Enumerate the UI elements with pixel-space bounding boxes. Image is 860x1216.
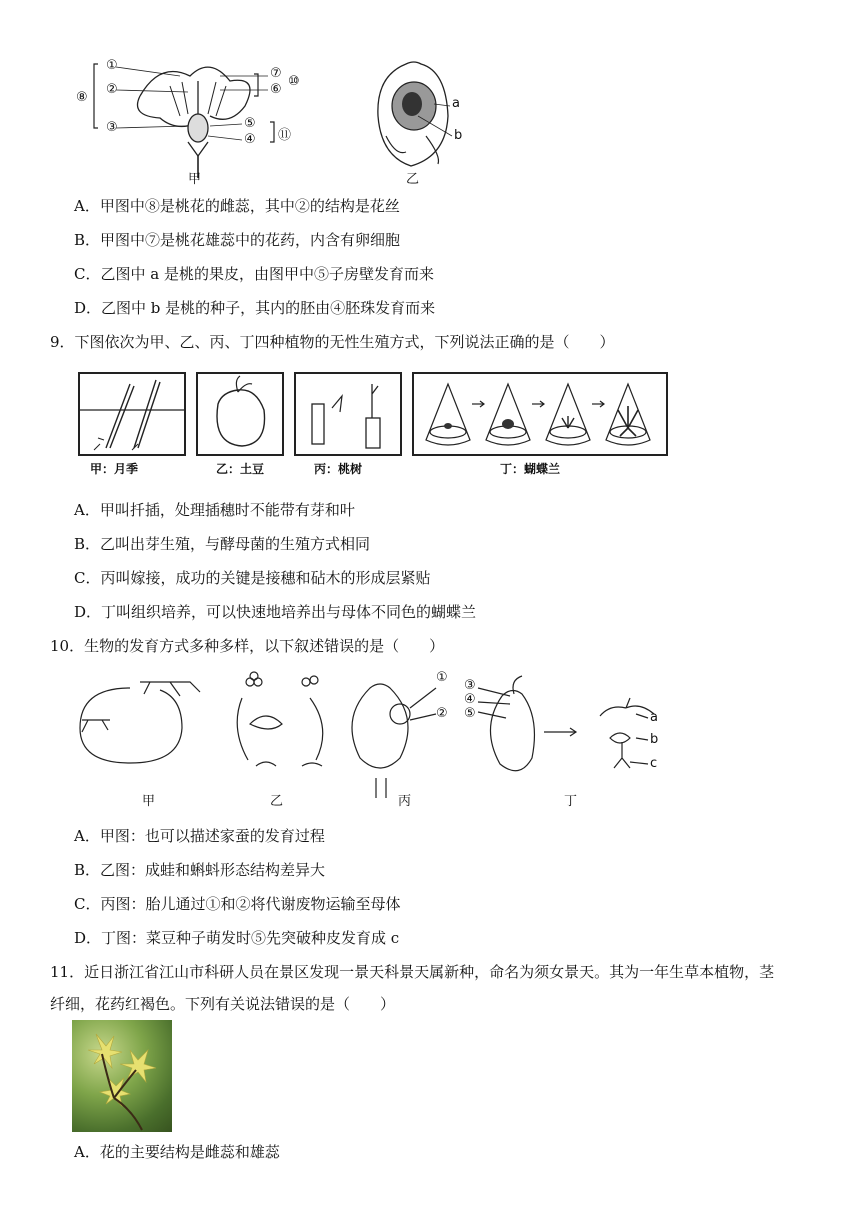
label-4: ④ [244, 132, 256, 147]
label-a: a [452, 96, 460, 111]
label-6: ⑥ [270, 82, 282, 97]
q10-figure [70, 668, 670, 808]
q10-caption-ding: 丁 [564, 794, 578, 809]
q9-panel-bing [294, 372, 402, 456]
q8-option-c: C．乙图中 a 是桃的果皮，由图甲中⑤子房壁发育而来 [74, 265, 434, 283]
q10-option-b: B．乙图：成蛙和蝌蚪形态结构差异大 [74, 861, 326, 879]
caption-jia: 甲 [188, 172, 202, 187]
q11-stem-line1: 11．近日浙江省江山市科研人员在景区发现一景天科景天属新种，命名为须女景天。其为一年生草本植物，茎 [50, 963, 775, 981]
q10-option-d: D．丁图：菜豆种子萌发时⑤先突破种皮发育成 c [74, 929, 400, 947]
label-1: ① [106, 58, 118, 73]
label-10: ⑩ [288, 74, 300, 89]
caption-yi: 乙 [406, 172, 420, 187]
q9-stem: 9．下图依次为甲、乙、丙、丁四种植物的无性生殖方式，下列说法正确的是（ ） [50, 333, 615, 351]
q9-option-a: A．甲叫扦插，处理插穗时不能带有芽和叶 [74, 501, 355, 519]
label-5: ⑤ [244, 116, 256, 131]
q9-option-b: B．乙叫出芽生殖，与酵母菌的生殖方式相同 [74, 535, 371, 553]
q10-label-b: b [650, 732, 659, 747]
label-8: ⑧ [76, 90, 88, 105]
q9-panel-ding [412, 372, 668, 456]
label-7: ⑦ [270, 66, 282, 81]
q8-option-d: D．乙图中 b 是桃的种子，其内的胚由④胚珠发育而来 [74, 299, 436, 317]
q9-caption-jia: 甲：月季 [90, 462, 139, 476]
q8-figure-yi [366, 56, 476, 186]
q11-option-a: A．花的主要结构是雌蕊和雄蕊 [74, 1143, 280, 1161]
q9-panel-jia [78, 372, 186, 456]
q10-caption-jia: 甲 [142, 794, 156, 809]
q10-label-4: ④ [464, 692, 476, 707]
q10-label-2: ② [436, 706, 448, 721]
label-3: ③ [106, 120, 118, 135]
q10-label-a: a [650, 710, 658, 725]
q8-option-b: B．甲图中⑦是桃花雄蕊中的花药，内含有卵细胞 [74, 231, 401, 249]
q10-label-5: ⑤ [464, 706, 476, 721]
q10-stem: 10．生物的发育方式多种多样，以下叙述错误的是（ ） [50, 637, 445, 655]
q11-stem-line2: 纤细，花药红褐色。下列有关说法错误的是（ ） [50, 995, 396, 1013]
q10-label-c: c [650, 756, 658, 771]
q10-label-3: ③ [464, 678, 476, 693]
q9-caption-ding: 丁：蝴蝶兰 [500, 462, 561, 476]
label-11: ⑪ [278, 128, 292, 143]
q10-caption-bing: 丙 [398, 794, 412, 809]
label-2: ② [106, 82, 118, 97]
q9-caption-yi: 乙：土豆 [216, 462, 265, 476]
q9-option-d: D．丁叫组织培养，可以快速地培养出与母体不同色的蝴蝶兰 [74, 603, 477, 621]
q9-panel-yi [196, 372, 284, 456]
q10-label-1: ① [436, 670, 448, 685]
q11-flower-photo [72, 1020, 172, 1132]
q10-option-c: C．丙图：胎儿通过①和②将代谢废物运输至母体 [74, 895, 401, 913]
q10-option-a: A．甲图：也可以描述家蚕的发育过程 [74, 827, 325, 845]
q9-option-c: C．丙叫嫁接，成功的关键是接穗和砧木的形成层紧贴 [74, 569, 431, 587]
label-b: b [454, 128, 463, 143]
q8-option-a: A．甲图中⑧是桃花的雌蕊，其中②的结构是花丝 [74, 197, 400, 215]
q9-caption-bing: 丙：桃树 [314, 462, 363, 476]
q8-figure-jia [70, 56, 330, 186]
q10-caption-yi: 乙 [270, 794, 284, 809]
